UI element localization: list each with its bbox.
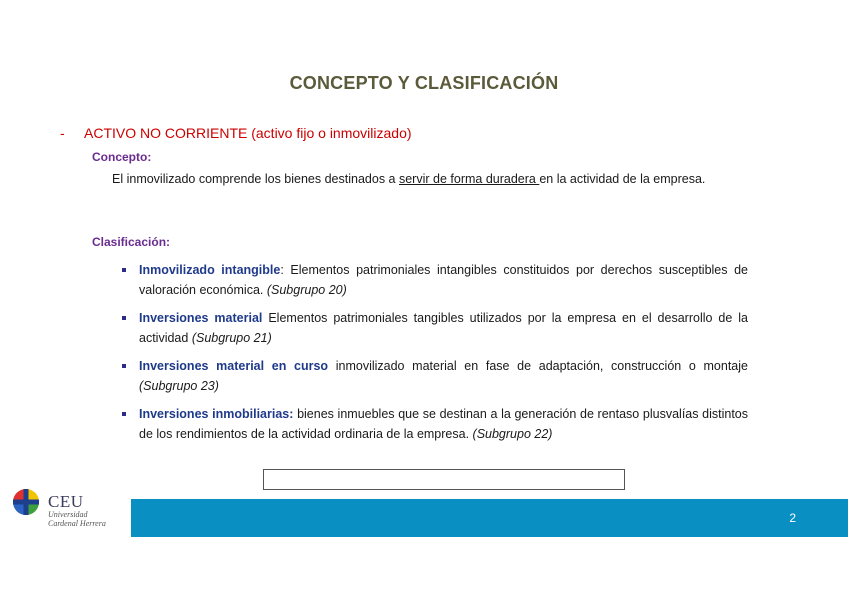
concepto-text-underlined: servir de forma duradera bbox=[398, 172, 540, 186]
item-text: Elementos patrimoniales tangibles utilizados por la empresa en el desarrollo de la actividad bbox=[139, 311, 748, 345]
clasificacion-label: Clasificación: bbox=[92, 235, 171, 249]
item-text: bienes inmuebles que se destinan a la generación de rentaso plusvalías distintos de los rendimientos de la actividad ordinaria de la empresa. bbox=[139, 407, 749, 441]
item-ref: (Subgrupo 22) bbox=[472, 427, 553, 441]
slide-title: CONCEPTO Y CLASIFICACIÓN bbox=[289, 73, 559, 93]
list-item bbox=[122, 308, 748, 348]
square-bullet-icon bbox=[122, 316, 126, 320]
square-bullet-icon bbox=[122, 364, 126, 368]
logo-subtitle bbox=[48, 510, 106, 528]
footer-bar bbox=[131, 499, 848, 537]
list-item bbox=[122, 260, 748, 300]
section-heading-text: ACTIVO NO CORRIENTE (activo fijo o inmovilizado) bbox=[84, 125, 412, 141]
item-text: inmovilizado material en fase de adaptación, construcción o montaje bbox=[328, 359, 748, 373]
item-term: Inmovilizado intangible bbox=[139, 263, 281, 277]
logo-wordmark: CEU bbox=[48, 492, 84, 511]
item-term: Inversiones inmobiliarias: bbox=[139, 407, 294, 421]
empty-text-box[interactable] bbox=[263, 469, 625, 490]
square-bullet-icon bbox=[122, 268, 126, 272]
logo-subtitle-line2: Cardenal Herrera bbox=[48, 519, 106, 528]
item-text: : Elementos patrimoniales intangibles constituidos por derechos susceptibles de valoración económica. bbox=[139, 263, 749, 297]
page-number: 2 bbox=[789, 511, 796, 525]
list-item bbox=[122, 404, 748, 444]
concepto-text-before: El inmovilizado comprende los bienes destinados a bbox=[112, 172, 399, 186]
list-item bbox=[122, 356, 748, 396]
section-dash: - bbox=[60, 125, 65, 141]
item-term: Inversiones material bbox=[139, 311, 263, 325]
item-ref: (Subgrupo 23) bbox=[139, 379, 219, 393]
square-bullet-icon bbox=[122, 412, 126, 416]
concepto-paragraph bbox=[112, 169, 748, 189]
concepto-text-after: en la actividad de la empresa. bbox=[539, 172, 706, 186]
clasificacion-list bbox=[122, 260, 748, 452]
item-ref: (Subgrupo 21) bbox=[191, 331, 272, 345]
concepto-label: Concepto: bbox=[92, 150, 152, 164]
item-term: Inversiones material en curso bbox=[139, 359, 329, 373]
logo-subtitle-line1: Universidad bbox=[48, 510, 88, 519]
section-heading bbox=[60, 125, 412, 141]
item-ref: (Subgrupo 20) bbox=[266, 283, 347, 297]
